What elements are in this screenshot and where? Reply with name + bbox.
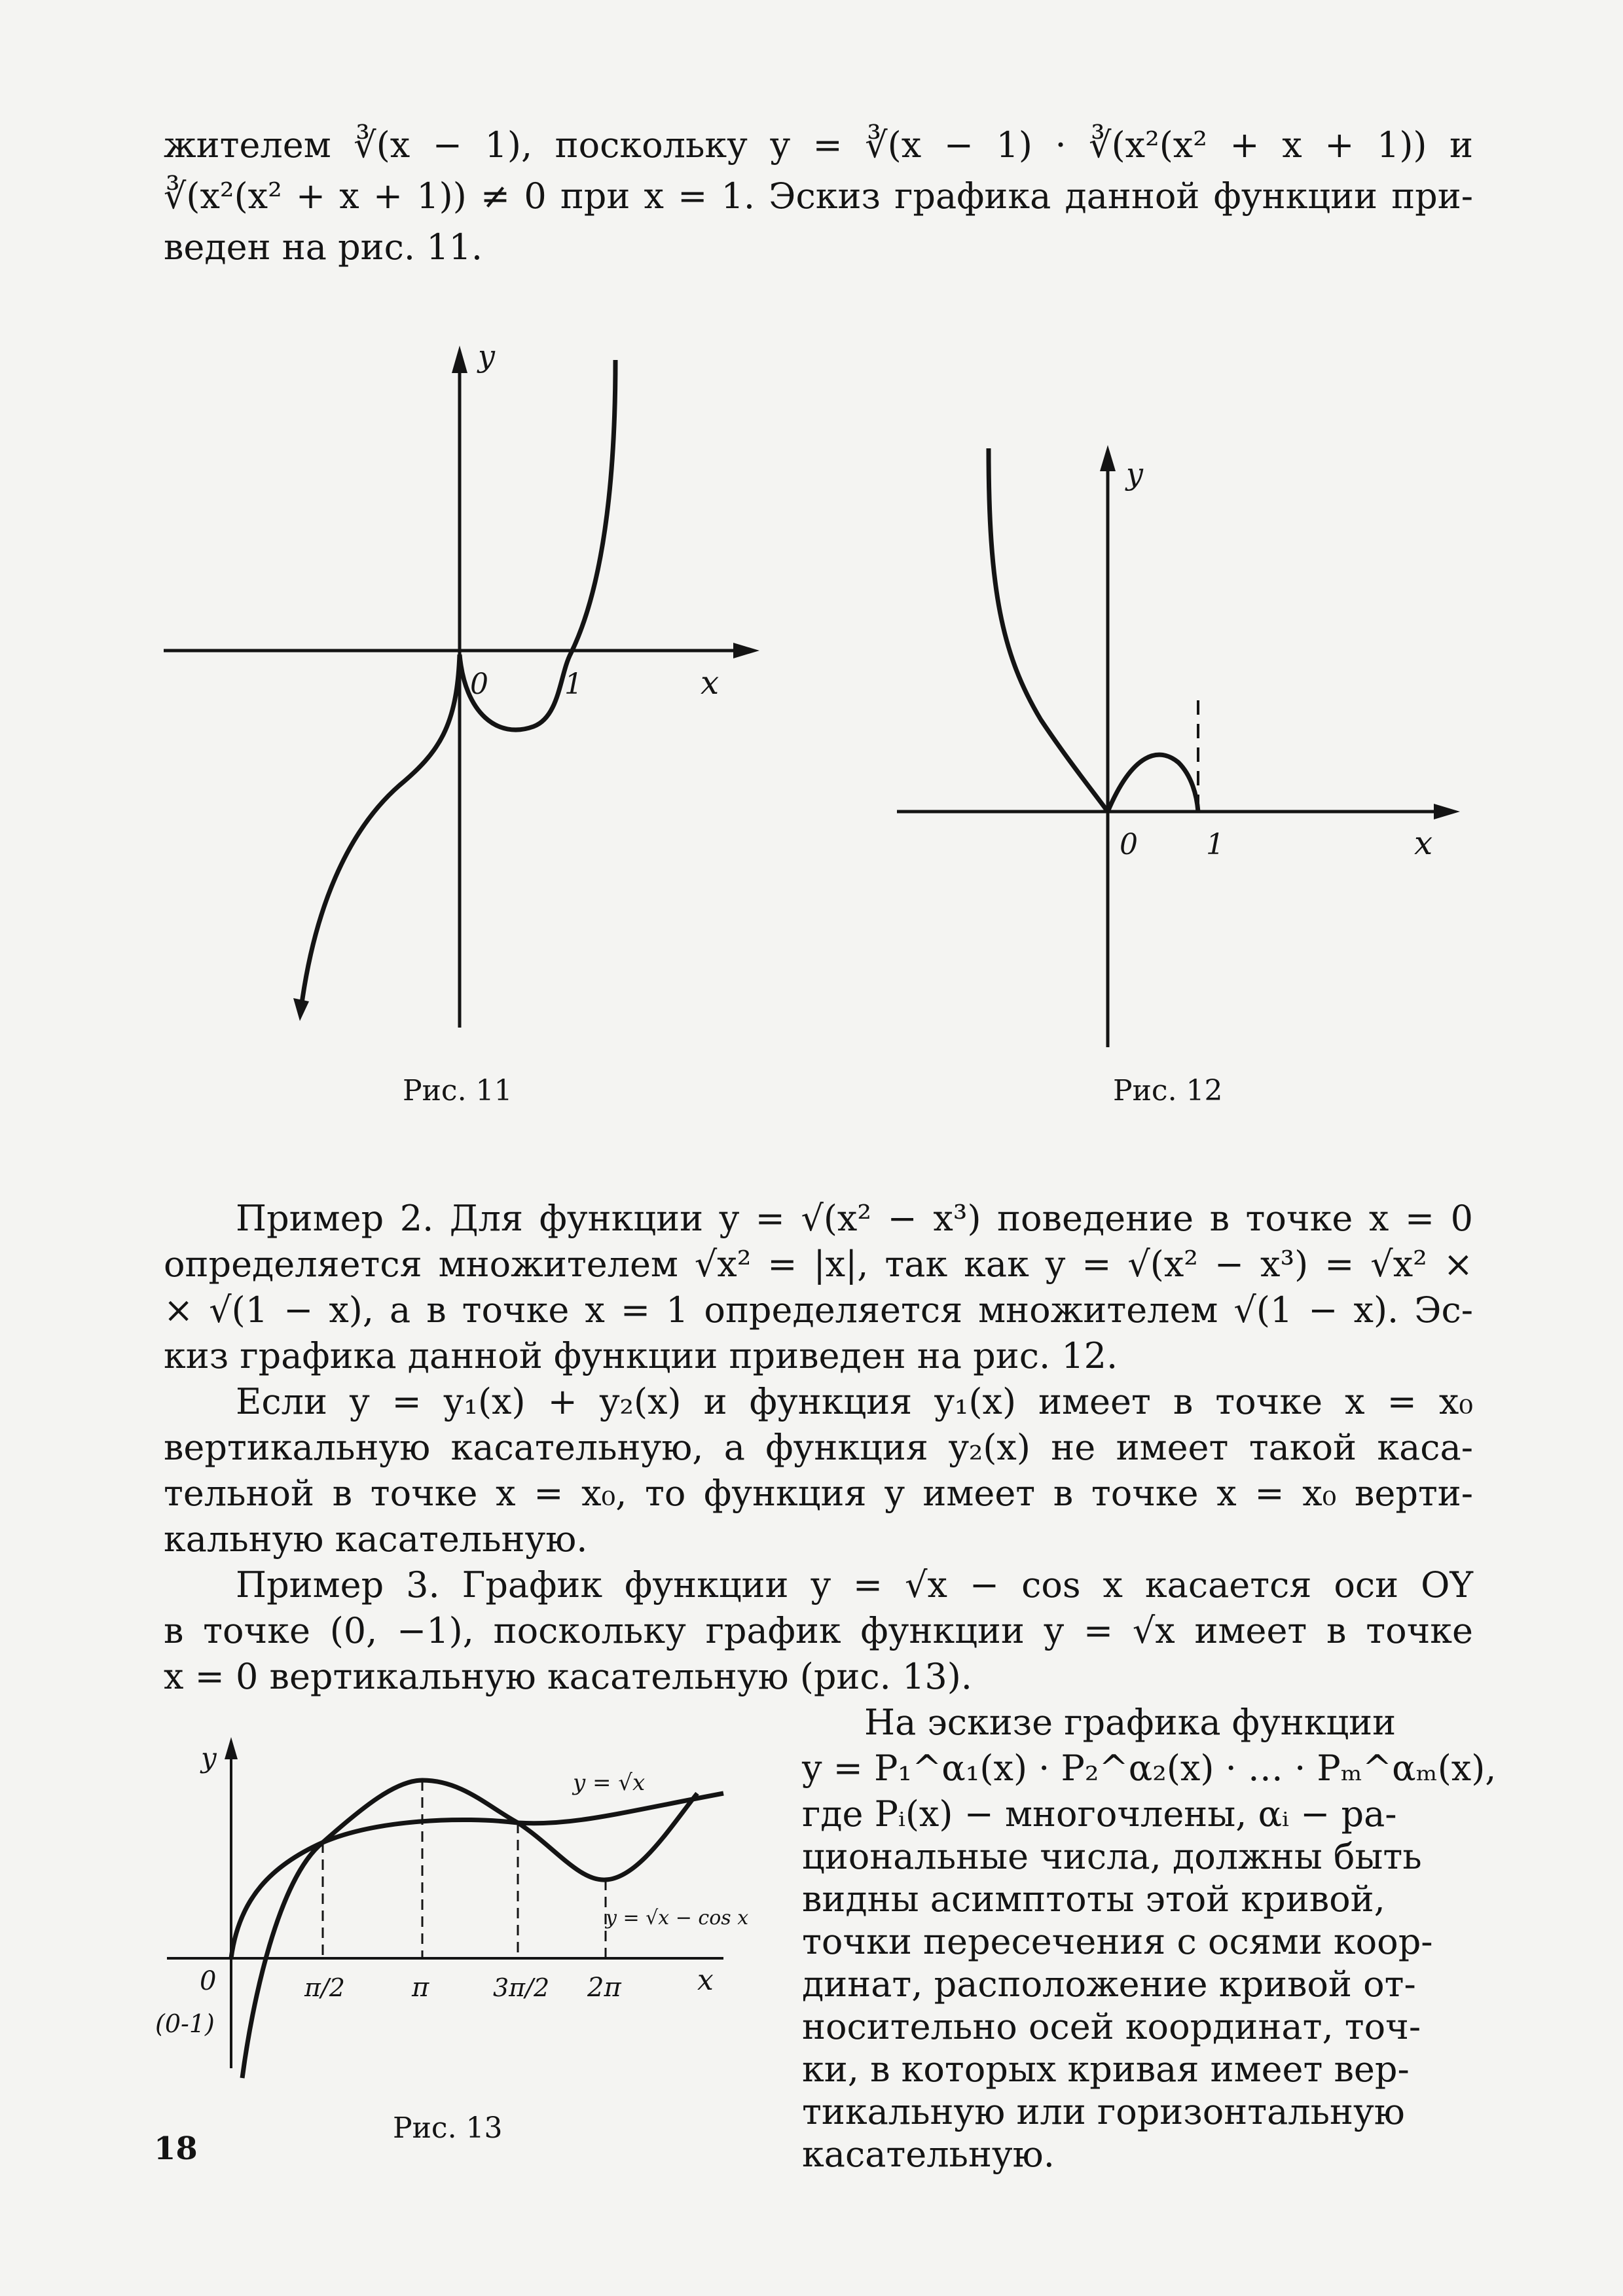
point-label: (0-1) — [155, 2009, 215, 2038]
text-line: точки пересечения с осями коор- — [802, 1921, 1433, 1962]
sqrt-curve — [231, 1793, 723, 1958]
text-line: тикальную или горизонтальную — [802, 2091, 1405, 2132]
text-line: ∛(x²(x² + x + 1)) ≠ 0 при x = 1. Эскиз графика данной функции при- — [164, 175, 1473, 217]
x-label: x — [1414, 824, 1433, 862]
curve-end-arrow — [293, 998, 309, 1021]
left-branch — [989, 448, 1108, 812]
text-line: Пример 3. График функции y = √x − cos x касается оси OY — [236, 1564, 1473, 1605]
text-line: кальную касательную. — [164, 1518, 588, 1560]
text-line: ки, в которых кривая имеет вер- — [802, 2049, 1410, 2090]
y-label: y — [478, 338, 495, 374]
text-line: вертикальную касательную, а функция y₂(x) не имеет такой каса- — [164, 1427, 1473, 1468]
curve1-label: y = √x — [573, 1770, 646, 1796]
text-line: определяется множителем √x² = |x|, так как y = √(x² − x³) = √x² × — [164, 1244, 1473, 1285]
tick-0: 0 — [470, 668, 488, 701]
caption-fig12: Рис. 12 — [1113, 1074, 1223, 1107]
x-label: x — [701, 664, 720, 702]
text-line: тельной в точке x = x₀, то функция y имеет в точке x = x₀ верти- — [164, 1473, 1473, 1514]
text-line: Если y = y₁(x) + y₂(x) и функция y₁(x) имеет в точке x = x₀ — [236, 1381, 1473, 1422]
text-line: носительно осей координат, точ- — [802, 2006, 1421, 2047]
arc-branch — [1108, 755, 1198, 812]
tick-1: 1 — [564, 668, 583, 701]
y-axis-arrow — [452, 346, 467, 373]
tick-pi: π — [412, 1973, 429, 2003]
text-line: Пример 2. Для функции y = √(x² − x³) поведение в точке x = 0 — [236, 1198, 1473, 1239]
y-label: y — [201, 1742, 217, 1774]
tick-0: 0 — [1120, 828, 1138, 861]
curve2-label: y = √x − cos x — [606, 1907, 749, 1929]
text-line: × √(1 − x), а в точке x = 1 определяется множителем √(1 − x). Эс- — [164, 1289, 1473, 1331]
y-label: y — [1126, 456, 1143, 492]
x-axis-arrow — [733, 643, 759, 658]
text-line: динат, расположение кривой от- — [802, 1964, 1416, 2005]
tick-2pi: 2π — [587, 1973, 621, 2003]
caption-fig11: Рис. 11 — [403, 1074, 513, 1107]
figure-12 — [871, 419, 1473, 1073]
formula-line: y = P₁^α₁(x) · P₂^α₂(x) · … · Pₘ^αₘ(x), — [802, 1748, 1497, 1789]
text-line: видны асимптоты этой кривой, — [802, 1878, 1385, 1920]
y-axis-arrow — [1100, 445, 1116, 471]
text-line: касательную. — [802, 2134, 1055, 2175]
caption-fig13: Рис. 13 — [393, 2111, 503, 2145]
text-line: в точке (0, −1), поскольку график функции y = √x имеет в точке — [164, 1610, 1473, 1651]
tick-3pi-2: 3π/2 — [493, 1973, 550, 2002]
tick-pi-2: π/2 — [304, 1973, 345, 2002]
figure-13 — [147, 1728, 750, 2094]
text-line: x = 0 вертикальную касательную (рис. 13). — [164, 1656, 972, 1697]
text-line: На эскизе графика функции — [864, 1702, 1396, 1743]
text-line: киз графика данной функции приведен на рис. 12. — [164, 1335, 1118, 1376]
text-line: веден на рис. 11. — [164, 226, 483, 268]
tick-1: 1 — [1206, 828, 1224, 861]
figure-11 — [157, 334, 786, 1080]
x-axis-arrow — [1434, 804, 1460, 819]
origin-label: 0 — [200, 1966, 217, 1996]
text-line: циональные числа, должны быть — [802, 1836, 1422, 1877]
text-line: жителем ∛(x − 1), поскольку y = ∛(x − 1) · ∛(x²(x² + x + 1)) и — [164, 124, 1473, 166]
text-line: где Pᵢ(x) − многочлены, αᵢ − ра- — [802, 1793, 1397, 1835]
x-label: x — [697, 1964, 714, 1997]
y-axis-arrow — [225, 1737, 238, 1759]
page-number: 18 — [154, 2130, 198, 2167]
